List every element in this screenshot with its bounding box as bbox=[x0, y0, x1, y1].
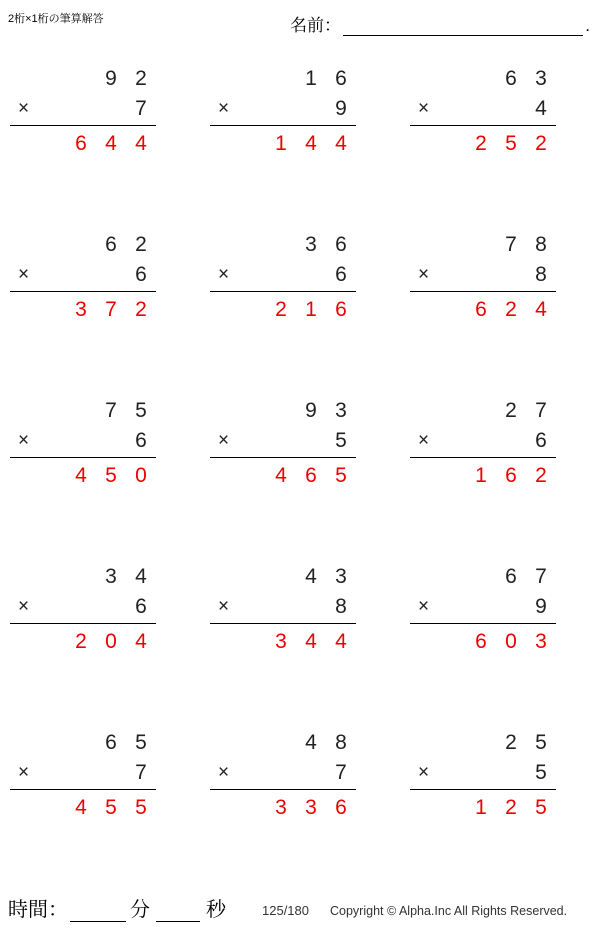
problem-item bbox=[200, 214, 400, 380]
product-ones: 4 bbox=[335, 630, 347, 653]
multiplicand-ones: 8 bbox=[335, 731, 347, 754]
multiplier-row bbox=[410, 592, 556, 622]
multiplier-row bbox=[10, 260, 156, 290]
product-row bbox=[410, 624, 556, 659]
multiplier-ones: 6 bbox=[535, 429, 547, 452]
product-row bbox=[10, 624, 156, 659]
long-multiplication bbox=[410, 562, 556, 659]
problem-item bbox=[0, 546, 200, 712]
multiplicand-row bbox=[410, 230, 556, 260]
product-hundreds: 6 bbox=[75, 132, 87, 155]
multiplier-row bbox=[410, 260, 556, 290]
product-hundreds: 3 bbox=[275, 796, 287, 819]
long-multiplication bbox=[10, 230, 156, 327]
product-row bbox=[410, 790, 556, 825]
multiplicand-tens: 6 bbox=[505, 565, 517, 588]
product-ones: 5 bbox=[335, 464, 347, 487]
name-trailer: . bbox=[585, 16, 590, 35]
multiplicand-ones: 5 bbox=[135, 399, 147, 422]
multiply-icon: × bbox=[418, 762, 430, 783]
product-tens: 4 bbox=[105, 132, 117, 155]
multiplicand-row bbox=[10, 230, 156, 260]
multiplier-ones: 5 bbox=[335, 429, 347, 452]
product-tens: 1 bbox=[305, 298, 317, 321]
multiply-icon: × bbox=[418, 430, 430, 451]
product-hundreds: 1 bbox=[475, 464, 487, 487]
multiplicand-tens: 7 bbox=[505, 233, 517, 256]
multiplicand-row bbox=[10, 562, 156, 592]
multiplicand-row bbox=[410, 64, 556, 94]
long-multiplication bbox=[210, 64, 356, 161]
product-tens: 7 bbox=[105, 298, 117, 321]
name-label: 名前： bbox=[290, 16, 341, 35]
long-multiplication bbox=[10, 64, 156, 161]
product-tens: 2 bbox=[505, 298, 517, 321]
long-multiplication bbox=[410, 64, 556, 161]
copyright-notice: Copyright © Alpha.Inc All Rights Reserved. bbox=[330, 904, 568, 918]
long-multiplication bbox=[410, 728, 556, 825]
multiplicand-row bbox=[210, 64, 356, 94]
multiply-icon: × bbox=[218, 762, 230, 783]
multiplier-ones: 5 bbox=[535, 761, 547, 784]
multiply-icon: × bbox=[218, 98, 230, 119]
product-row bbox=[10, 126, 156, 161]
problem-item bbox=[400, 214, 600, 380]
problem-item bbox=[400, 712, 600, 878]
product-row bbox=[10, 790, 156, 825]
product-hundreds: 4 bbox=[275, 464, 287, 487]
multiplier-row bbox=[210, 592, 356, 622]
product-hundreds: 3 bbox=[75, 298, 87, 321]
long-multiplication bbox=[210, 230, 356, 327]
multiplicand-tens: 9 bbox=[305, 399, 317, 422]
multiplicand-row bbox=[210, 728, 356, 758]
multiplicand-ones: 3 bbox=[335, 565, 347, 588]
multiplier-ones: 7 bbox=[135, 97, 147, 120]
multiplicand-tens: 3 bbox=[105, 565, 117, 588]
problem-item bbox=[400, 546, 600, 712]
multiplicand-ones: 8 bbox=[535, 233, 547, 256]
product-row bbox=[210, 624, 356, 659]
multiplicand-ones: 3 bbox=[335, 399, 347, 422]
multiplicand-ones: 4 bbox=[135, 565, 147, 588]
multiplicand-ones: 2 bbox=[135, 67, 147, 90]
product-tens: 5 bbox=[105, 796, 117, 819]
product-row bbox=[410, 458, 556, 493]
multiplicand-ones: 5 bbox=[535, 731, 547, 754]
problem-item bbox=[0, 712, 200, 878]
product-hundreds: 4 bbox=[75, 796, 87, 819]
problem-item bbox=[400, 48, 600, 214]
product-tens: 4 bbox=[305, 630, 317, 653]
product-ones: 0 bbox=[135, 464, 147, 487]
multiplicand-tens: 9 bbox=[105, 67, 117, 90]
multiply-icon: × bbox=[218, 430, 230, 451]
long-multiplication bbox=[10, 728, 156, 825]
multiplier-ones: 6 bbox=[135, 595, 147, 618]
page-header bbox=[0, 0, 600, 46]
minutes-unit-label: 分 bbox=[130, 899, 150, 921]
multiplier-ones: 7 bbox=[135, 761, 147, 784]
product-tens: 5 bbox=[505, 132, 517, 155]
multiply-icon: × bbox=[418, 98, 430, 119]
product-hundreds: 2 bbox=[275, 298, 287, 321]
multiplicand-tens: 4 bbox=[305, 731, 317, 754]
multiply-icon: × bbox=[418, 264, 430, 285]
multiplicand-ones: 2 bbox=[135, 233, 147, 256]
multiplicand-row bbox=[210, 562, 356, 592]
product-ones: 6 bbox=[335, 796, 347, 819]
multiplier-ones: 4 bbox=[535, 97, 547, 120]
multiply-icon: × bbox=[18, 430, 30, 451]
multiplier-ones: 8 bbox=[335, 595, 347, 618]
product-row bbox=[410, 292, 556, 327]
multiplicand-ones: 7 bbox=[535, 399, 547, 422]
product-ones: 4 bbox=[135, 132, 147, 155]
multiplicand-row bbox=[210, 230, 356, 260]
product-row bbox=[210, 292, 356, 327]
product-ones: 2 bbox=[535, 132, 547, 155]
problem-item bbox=[0, 214, 200, 380]
product-ones: 6 bbox=[335, 298, 347, 321]
product-hundreds: 2 bbox=[475, 132, 487, 155]
multiplier-ones: 6 bbox=[135, 263, 147, 286]
multiply-icon: × bbox=[418, 596, 430, 617]
multiplier-row bbox=[410, 758, 556, 788]
multiplicand-ones: 6 bbox=[335, 67, 347, 90]
multiply-icon: × bbox=[18, 264, 30, 285]
product-tens: 0 bbox=[505, 630, 517, 653]
multiplier-row bbox=[210, 260, 356, 290]
problem-item bbox=[200, 380, 400, 546]
multiplicand-tens: 6 bbox=[105, 233, 117, 256]
multiplicand-tens: 2 bbox=[505, 731, 517, 754]
multiplier-ones: 9 bbox=[535, 595, 547, 618]
multiplicand-ones: 7 bbox=[535, 565, 547, 588]
product-hundreds: 1 bbox=[475, 796, 487, 819]
problem-item bbox=[400, 380, 600, 546]
multiplicand-row bbox=[210, 396, 356, 426]
multiplier-ones: 6 bbox=[335, 263, 347, 286]
multiply-icon: × bbox=[18, 98, 30, 119]
page-number: 125/180 bbox=[262, 903, 309, 918]
multiplier-row bbox=[210, 426, 356, 456]
product-row bbox=[10, 292, 156, 327]
long-multiplication bbox=[410, 230, 556, 327]
multiply-icon: × bbox=[18, 596, 30, 617]
product-hundreds: 1 bbox=[275, 132, 287, 155]
multiplicand-ones: 6 bbox=[335, 233, 347, 256]
long-multiplication bbox=[10, 562, 156, 659]
product-tens: 0 bbox=[105, 630, 117, 653]
problem-item bbox=[0, 380, 200, 546]
multiplicand-ones: 3 bbox=[535, 67, 547, 90]
multiplicand-tens: 4 bbox=[305, 565, 317, 588]
product-ones: 4 bbox=[535, 298, 547, 321]
product-hundreds: 4 bbox=[75, 464, 87, 487]
multiplier-ones: 6 bbox=[135, 429, 147, 452]
seconds-input-line[interactable] bbox=[156, 901, 200, 922]
multiplicand-tens: 6 bbox=[105, 731, 117, 754]
problem-grid bbox=[0, 48, 600, 878]
page-footer bbox=[0, 878, 600, 938]
product-tens: 2 bbox=[505, 796, 517, 819]
minutes-input-line[interactable] bbox=[70, 901, 126, 922]
product-tens: 6 bbox=[505, 464, 517, 487]
multiply-icon: × bbox=[218, 596, 230, 617]
multiply-icon: × bbox=[18, 762, 30, 783]
product-hundreds: 3 bbox=[275, 630, 287, 653]
problem-item bbox=[200, 48, 400, 214]
multiplier-row bbox=[10, 94, 156, 124]
multiplier-row bbox=[210, 758, 356, 788]
long-multiplication bbox=[10, 396, 156, 493]
multiplicand-tens: 6 bbox=[505, 67, 517, 90]
time-label: 時間： bbox=[8, 899, 68, 921]
product-hundreds: 6 bbox=[475, 298, 487, 321]
product-ones: 2 bbox=[535, 464, 547, 487]
name-field-area bbox=[290, 6, 590, 36]
product-row bbox=[210, 126, 356, 161]
product-row bbox=[210, 790, 356, 825]
product-row bbox=[10, 458, 156, 493]
long-multiplication bbox=[210, 728, 356, 825]
product-ones: 4 bbox=[135, 630, 147, 653]
multiplier-ones: 9 bbox=[335, 97, 347, 120]
problem-item bbox=[200, 546, 400, 712]
multiplier-row bbox=[410, 94, 556, 124]
long-multiplication bbox=[210, 396, 356, 493]
product-ones: 5 bbox=[535, 796, 547, 819]
long-multiplication bbox=[210, 562, 356, 659]
product-ones: 2 bbox=[135, 298, 147, 321]
long-multiplication bbox=[410, 396, 556, 493]
product-hundreds: 2 bbox=[75, 630, 87, 653]
multiplier-ones: 7 bbox=[335, 761, 347, 784]
multiplier-row bbox=[10, 592, 156, 622]
multiplicand-row bbox=[10, 728, 156, 758]
product-tens: 4 bbox=[305, 132, 317, 155]
multiply-icon: × bbox=[218, 264, 230, 285]
seconds-unit-label: 秒 bbox=[206, 899, 226, 921]
multiplicand-row bbox=[10, 64, 156, 94]
product-row bbox=[410, 126, 556, 161]
product-tens: 5 bbox=[105, 464, 117, 487]
multiplicand-tens: 1 bbox=[305, 67, 317, 90]
product-ones: 5 bbox=[135, 796, 147, 819]
product-ones: 4 bbox=[335, 132, 347, 155]
multiplicand-row bbox=[410, 396, 556, 426]
multiplier-ones: 8 bbox=[535, 263, 547, 286]
multiplicand-row bbox=[10, 396, 156, 426]
product-ones: 3 bbox=[535, 630, 547, 653]
multiplier-row bbox=[210, 94, 356, 124]
multiplicand-ones: 5 bbox=[135, 731, 147, 754]
multiplicand-tens: 3 bbox=[305, 233, 317, 256]
multiplicand-row bbox=[410, 562, 556, 592]
multiplier-row bbox=[410, 426, 556, 456]
problem-item bbox=[200, 712, 400, 878]
product-hundreds: 6 bbox=[475, 630, 487, 653]
multiplier-row bbox=[10, 426, 156, 456]
multiplier-row bbox=[10, 758, 156, 788]
product-row bbox=[210, 458, 356, 493]
multiplicand-tens: 2 bbox=[505, 399, 517, 422]
product-tens: 3 bbox=[305, 796, 317, 819]
worksheet-title: 2桁×1桁の筆算解答 bbox=[8, 13, 104, 25]
problem-item bbox=[0, 48, 200, 214]
product-tens: 6 bbox=[305, 464, 317, 487]
multiplicand-row bbox=[410, 728, 556, 758]
name-input-line[interactable] bbox=[343, 17, 583, 36]
multiplicand-tens: 7 bbox=[105, 399, 117, 422]
time-record-area bbox=[8, 893, 226, 922]
